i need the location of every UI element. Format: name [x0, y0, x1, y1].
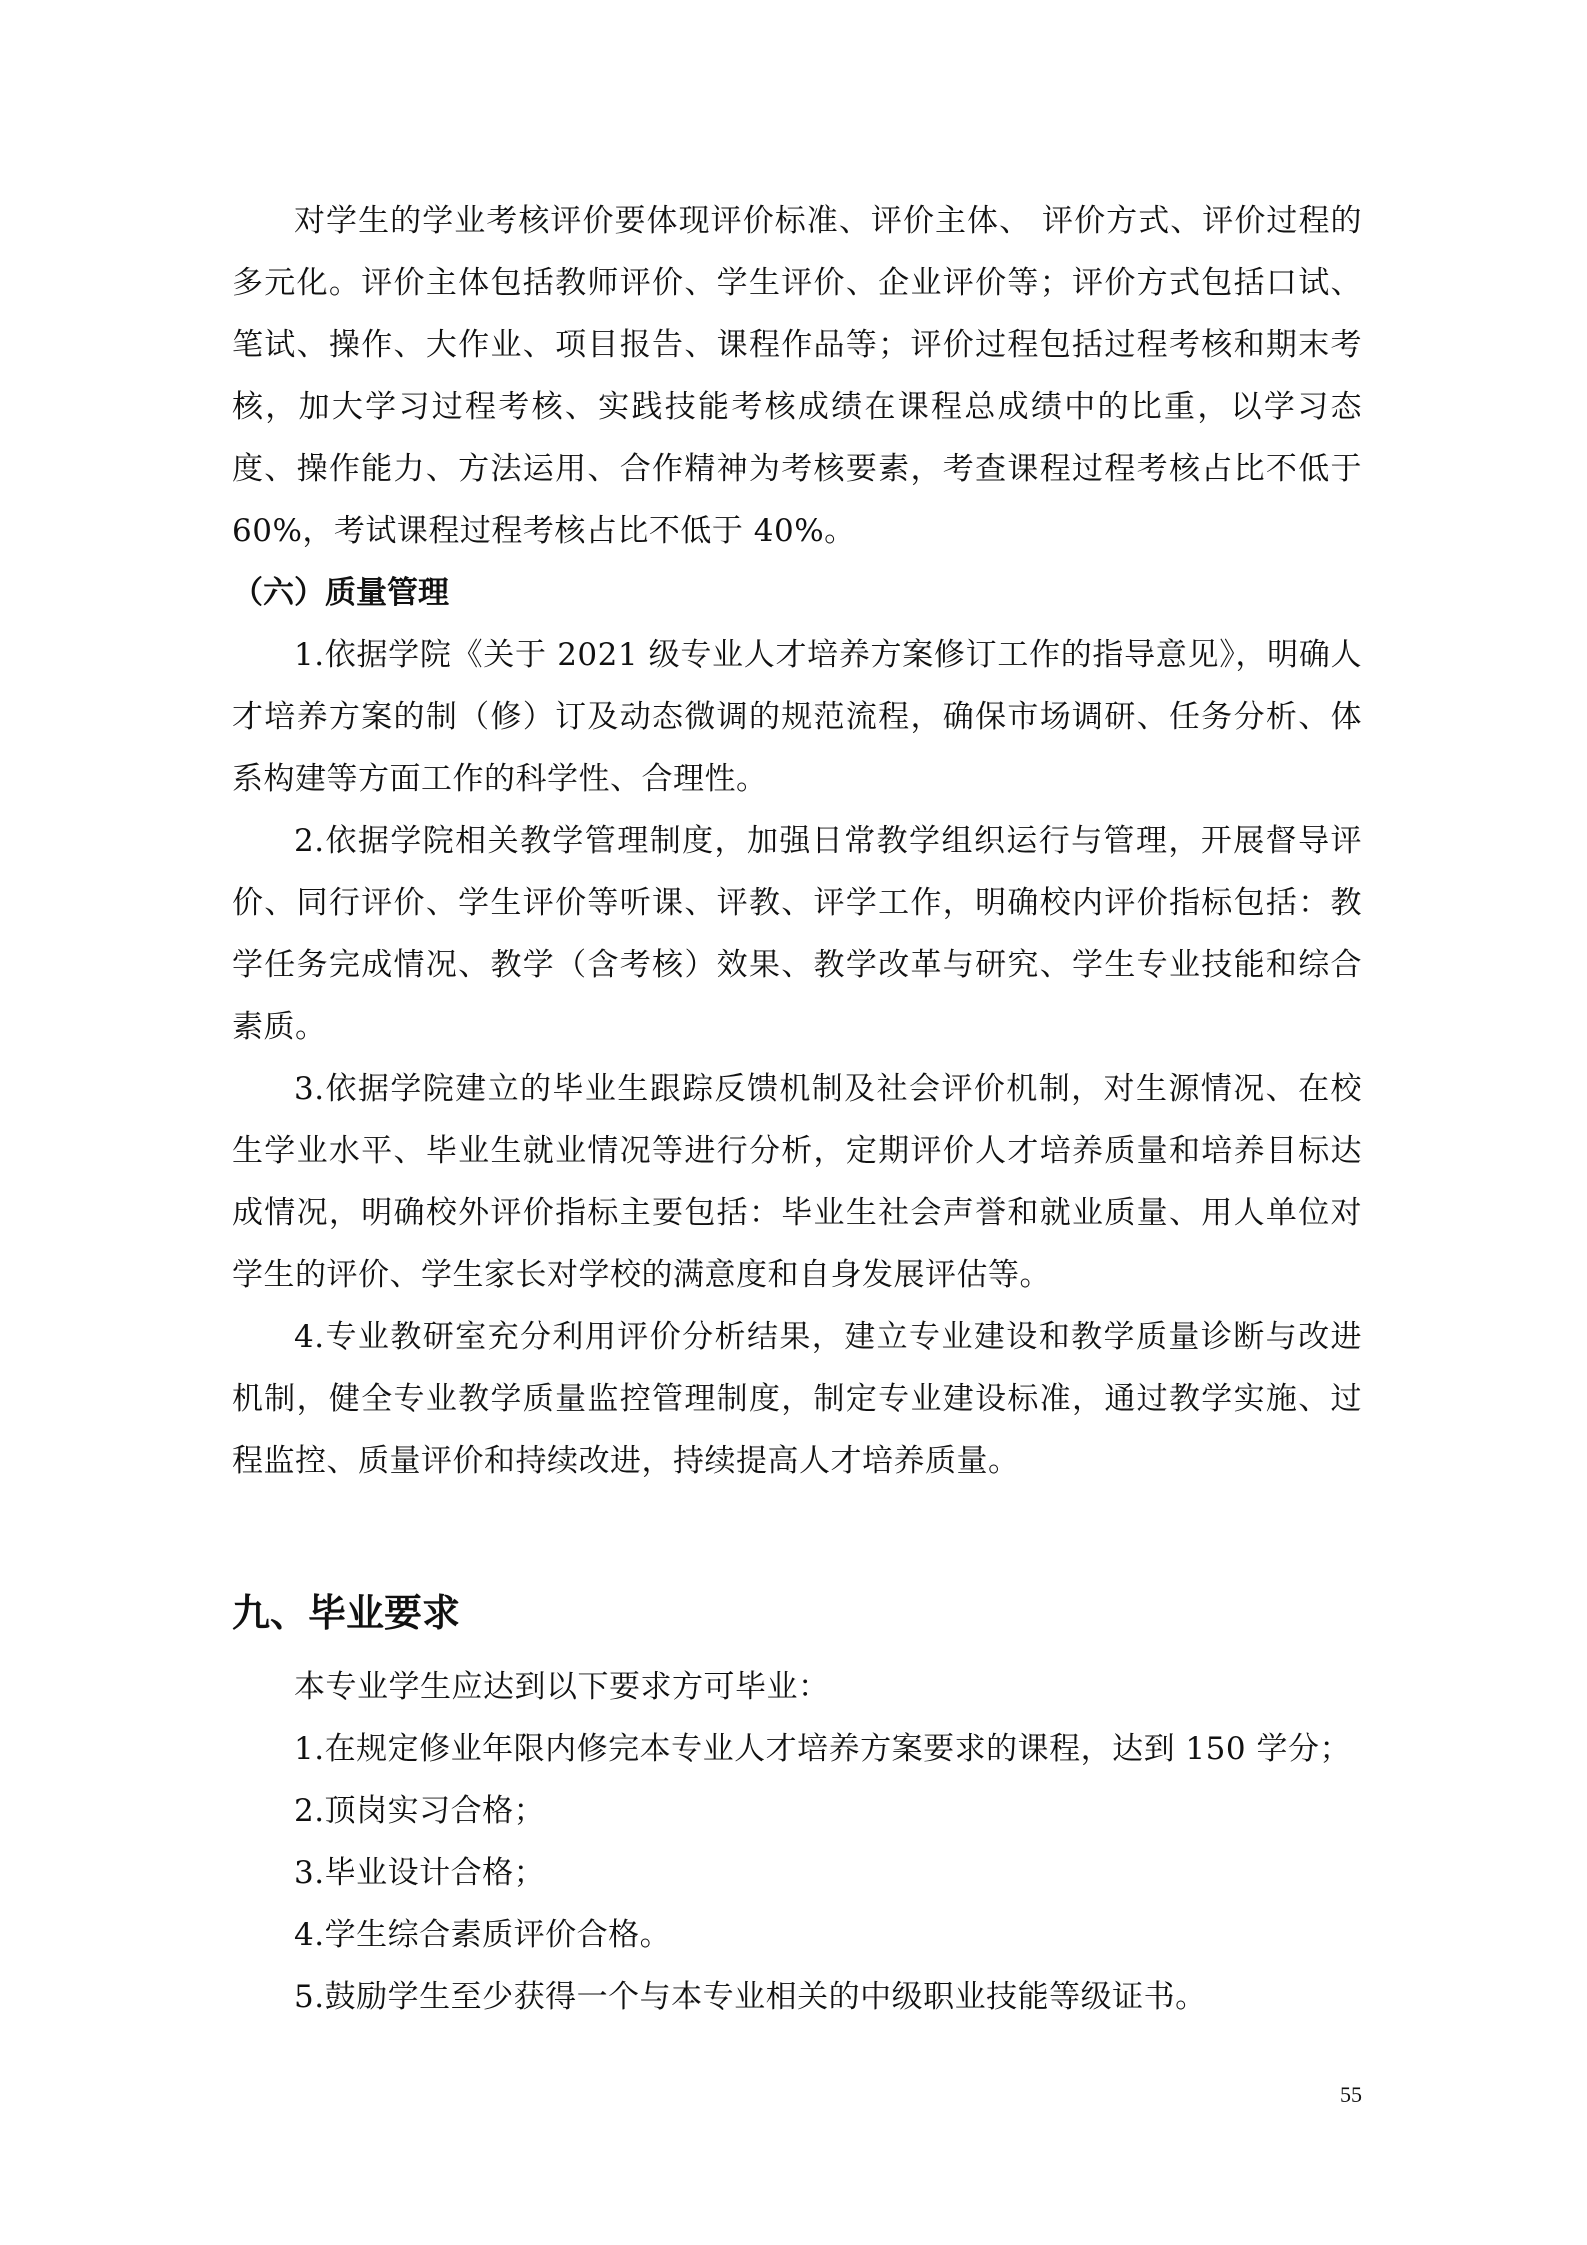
graduation-intro: 本专业学生应达到以下要求方可毕业：: [294, 1669, 830, 1705]
graduation-item-3: 3.毕业设计合格；: [294, 1855, 546, 1891]
quality-item-1: 1.依据学院《关于 2021 级专业人才培养方案修订工作的指导意见》，明确人才培养方案的制（修）订及动态微调的规范流程，确保市场调研、任务分析、体系构建等方面工作的科学性、合理性。: [232, 637, 1362, 797]
quality-item-2: 2.依据学院相关教学管理制度，加强日常教学组织运行与管理，开展督导评价、同行评价、学生评价等听课、评教、评学工作，明确校内评价指标包括：教学任务完成情况、教学（含考核）效果、教学改革与研究、学生专业技能和综合素质。: [232, 823, 1362, 1045]
page-content: [232, 190, 1362, 2028]
graduation-item-2: 2.顶岗实习合格；: [294, 1793, 546, 1829]
quality-item-3: 3.依据学院建立的毕业生跟踪反馈机制及社会评价机制，对生源情况、在校生学业水平、毕业生就业情况等进行分析，定期评价人才培养质量和培养目标达成情况，明确校外评价指标主要包括：毕业生社会声誉和就业质量、用人单位对学生的评价、学生家长对学校的满意度和自身发展评估等。: [232, 1071, 1362, 1293]
graduation-item-1: 1.在规定修业年限内修完本专业人才培养方案要求的课程，达到 150 学分；: [294, 1731, 1351, 1767]
quality-management-heading: （六）质量管理: [232, 575, 449, 611]
quality-item-4: 4.专业教研室充分利用评价分析结果，建立专业建设和教学质量诊断与改进机制，健全专业教学质量监控管理制度，制定专业建设标准，通过教学实施、过程监控、质量评价和持续改进，持续提高人才培养质量。: [232, 1319, 1362, 1479]
assessment-paragraph: 对学生的学业考核评价要体现评价标准、评价主体、 评价方式、评价过程的多元化。评价主体包括教师评价、学生评价、企业评价等；评价方式包括口试、笔试、操作、大作业、项目报告、课程作品等；评价过程包括过程考核和期末考核，加大学习过程考核、实践技能考核成绩在课程总成绩中的比重，以学习态度、操作能力、方法运用、合作精神为考核要素，考查课程过程考核占比不低于60%，考试课程过程考核占比不低于 40%。: [232, 203, 1362, 549]
heading-spacer: [232, 1644, 1362, 1656]
section-spacer: [232, 1492, 1362, 1582]
graduation-item-5: 5.鼓励学生至少获得一个与本专业相关的中级职业技能等级证书。: [294, 1979, 1207, 2015]
page-number: 55: [1340, 2082, 1362, 2107]
graduation-item-4: 4.学生综合素质评价合格。: [294, 1917, 672, 1953]
graduation-requirements-heading: 九、毕业要求: [232, 1591, 461, 1635]
